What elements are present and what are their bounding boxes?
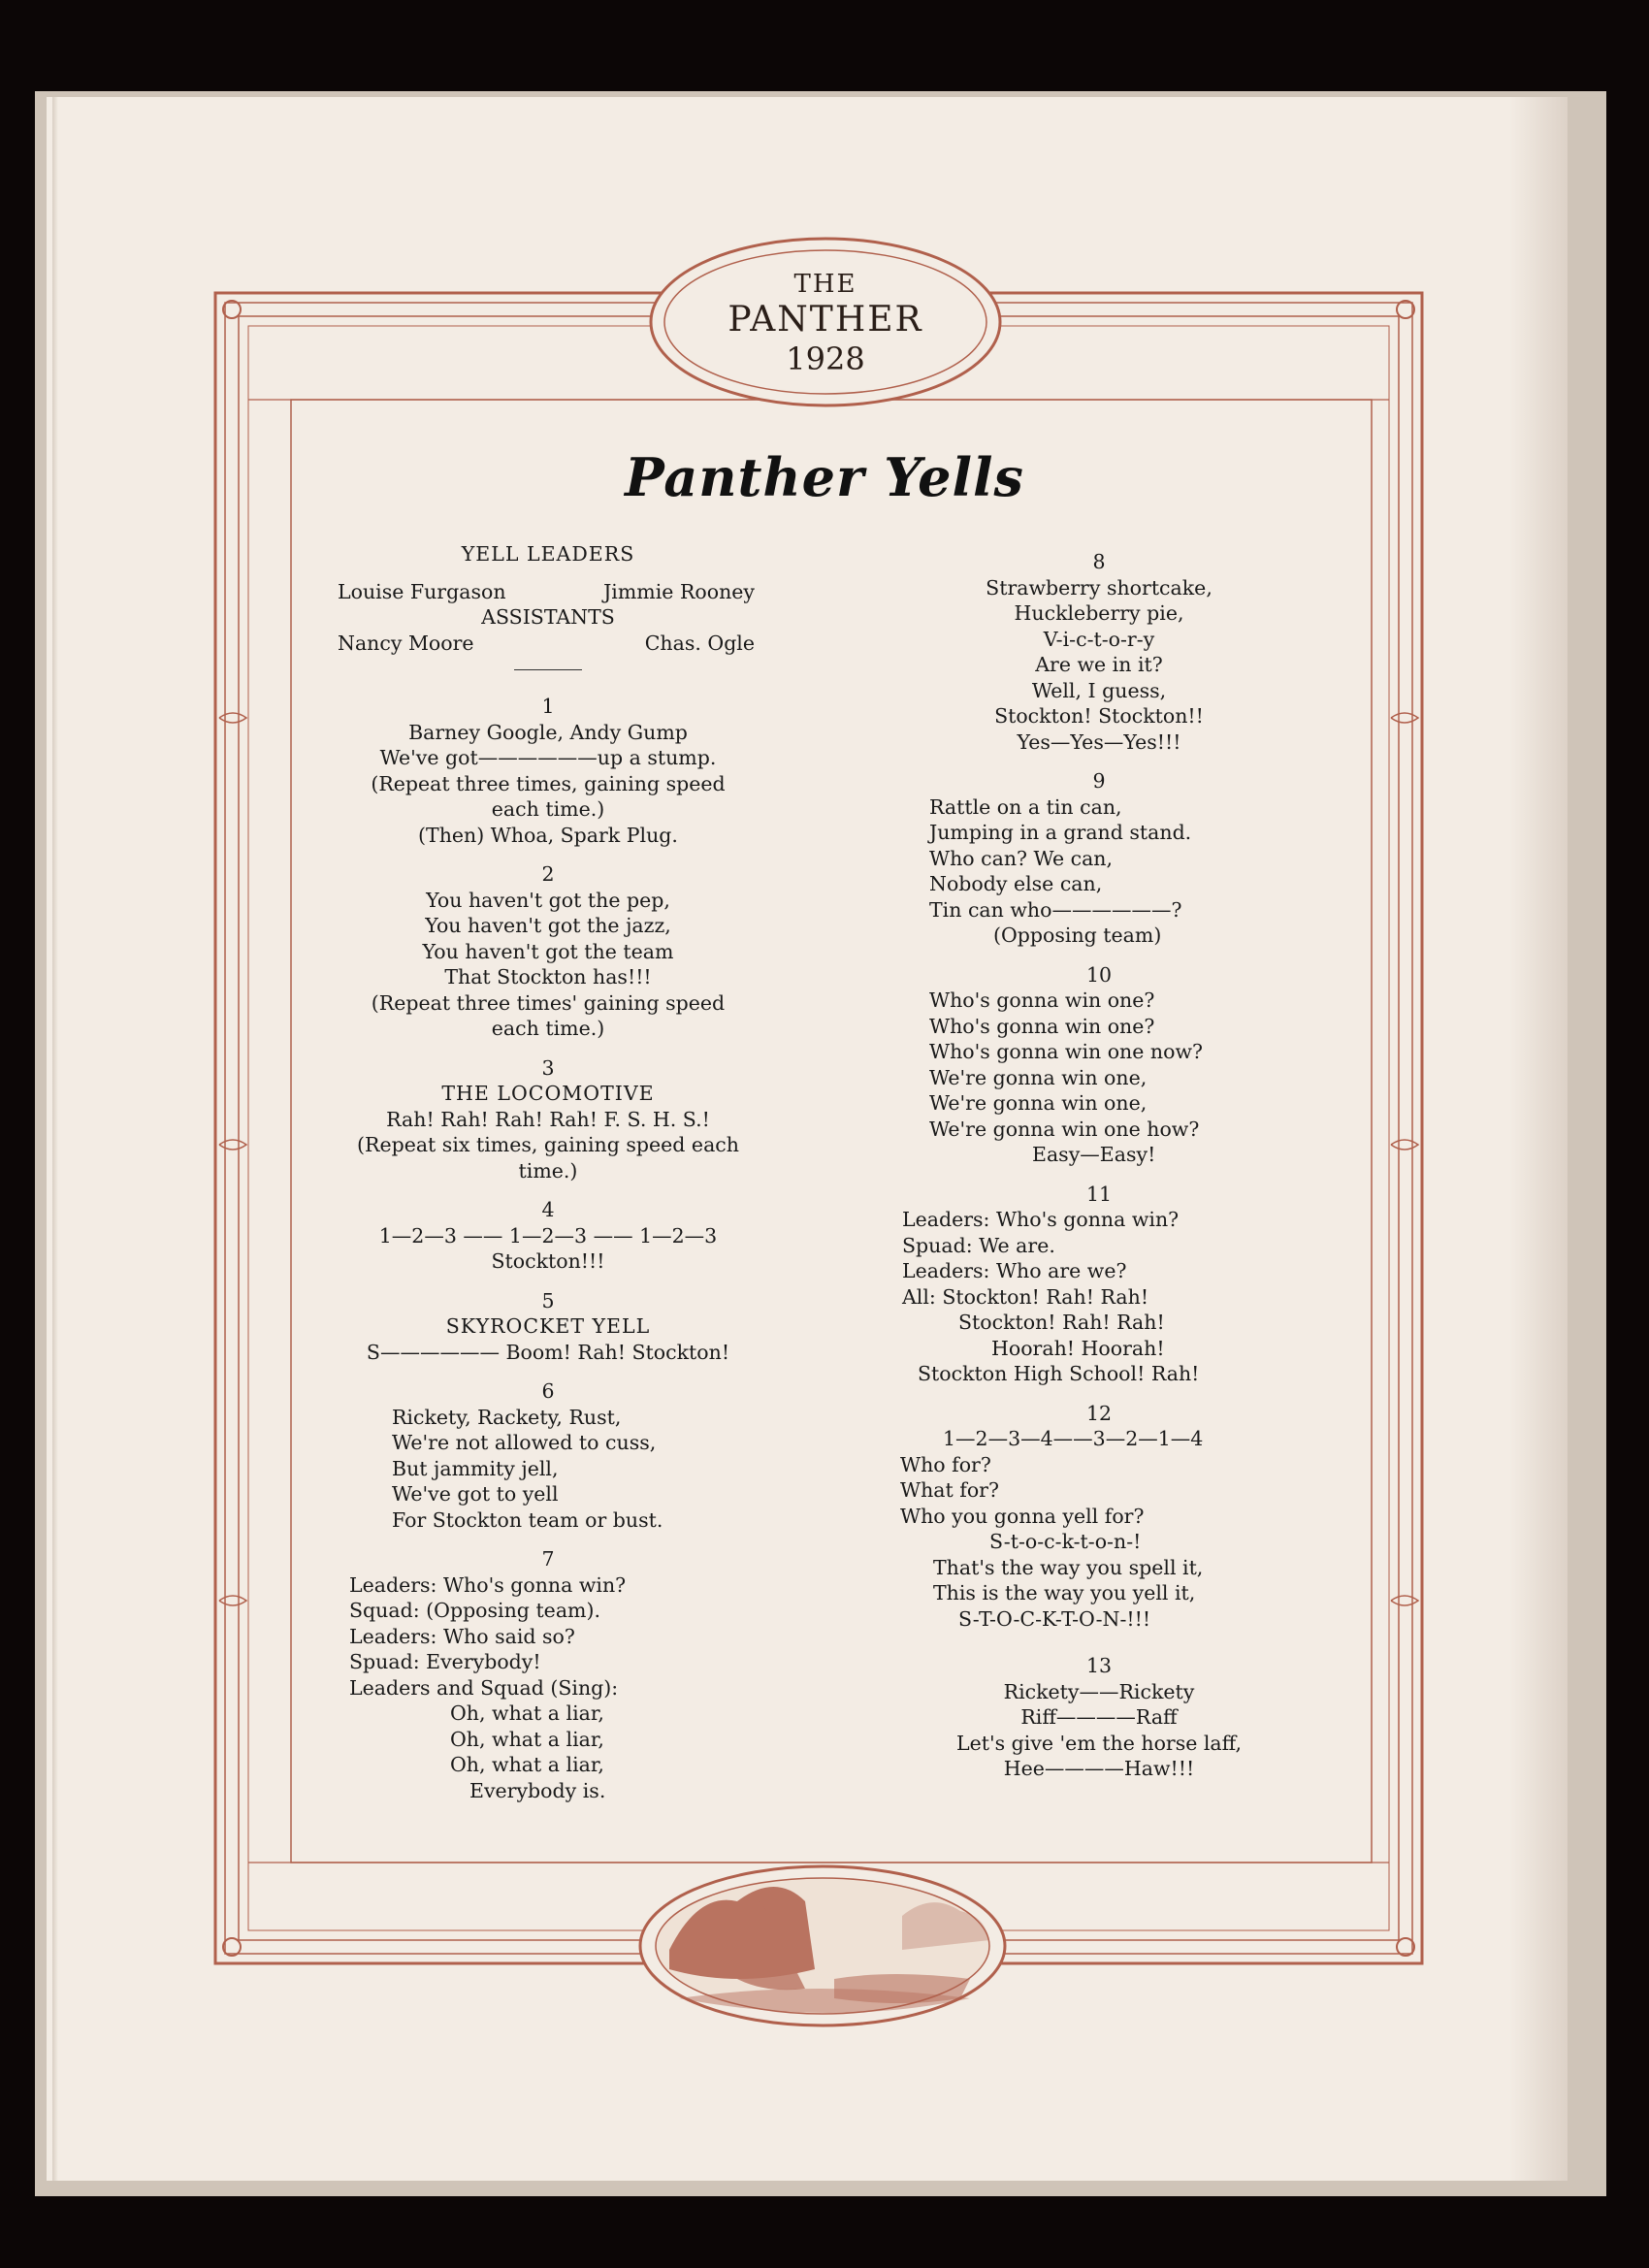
yell-line: Strawberry shortcake, (986, 575, 1212, 599)
yell-line: S-T-O-C-K-T-O-N-!!! (958, 1606, 1151, 1631)
yell-line: Oh, what a liar, (450, 1727, 604, 1751)
yell-12 (890, 1426, 1308, 1632)
yell-line: Rickety, Rackety, Rust, (392, 1405, 622, 1429)
yell-line: Who can? We can, (929, 846, 1114, 870)
yearbook-header (662, 241, 989, 405)
leader-name: Jimmie Rooney (603, 579, 755, 603)
yell-line: Leaders: Who's gonna win? (902, 1208, 1180, 1231)
yell-leaders-heading: YELL LEADERS (461, 542, 635, 566)
yell-4 (330, 1223, 766, 1275)
yell-line: Who's gonna win one? (929, 1014, 1155, 1038)
yell-number: 6 (541, 1379, 555, 1403)
yell-line: You haven't got the jazz, (425, 914, 671, 937)
yell-line: S—————— Boom! Rah! Stockton! (366, 1340, 730, 1364)
yell-line: Spuad: We are. (902, 1233, 1055, 1257)
assistants-heading: ASSISTANTS (481, 605, 615, 629)
yell-line: Leaders and Squad (Sing): (349, 1675, 619, 1700)
page-title: Panther Yells (625, 446, 1024, 508)
assistant-name: Nancy Moore (338, 631, 474, 655)
leader-name: Louise Furgason (338, 579, 506, 603)
yell-line: We're gonna win one, (929, 1091, 1148, 1115)
yell-5 (330, 1313, 766, 1365)
yell-line: All: Stockton! Rah! Rah! (902, 1284, 1149, 1309)
yell-9 (890, 794, 1308, 949)
yell-line: We've got——————up a stump. (379, 746, 717, 769)
yell-line: Rickety——Rickety (1003, 1679, 1195, 1703)
yell-line: Squad: (Opposing team). (349, 1599, 600, 1622)
yell-2 (330, 888, 766, 1042)
yell-10 (890, 988, 1308, 1168)
yell-line: Leaders: Who said so? (349, 1624, 575, 1648)
yell-line: Stockton! Rah! Rah! (958, 1311, 1165, 1334)
leaders-row (330, 579, 766, 605)
yell-number: 5 (541, 1288, 555, 1312)
yell-line: Nobody else can, (929, 872, 1103, 895)
yell-line: What for? (900, 1478, 999, 1502)
yell-line: (Repeat six times, gaining speed each (357, 1133, 739, 1156)
yell-line: each time.) (491, 1017, 605, 1040)
yell-11 (890, 1207, 1308, 1387)
yell-line: V-i-c-t-o-r-y (1043, 627, 1155, 651)
yell-6 (330, 1405, 766, 1534)
yell-number: 7 (541, 1547, 555, 1571)
yell-number: 9 (1092, 769, 1106, 793)
yell-line: We're not allowed to cuss, (392, 1431, 657, 1454)
yell-line: Rah! Rah! Rah! Rah! F. S. H. S.! (386, 1107, 710, 1131)
yell-line: (Opposing team) (993, 923, 1162, 947)
yell-line: Tin can who——————? (929, 897, 1182, 922)
yell-line: That's the way you spell it, (933, 1555, 1204, 1579)
header-line-1: THE (793, 270, 857, 299)
yell-line: 1—2—3—4——3—2—1—4 (943, 1427, 1204, 1450)
yell-line: time.) (518, 1158, 578, 1183)
yell-number: 1 (541, 695, 555, 718)
yell-line: Leaders: Who are we? (902, 1259, 1127, 1282)
yell-line: Everybody is. (469, 1778, 606, 1802)
yell-number: 8 (1092, 550, 1106, 573)
yell-line: We're gonna win one, (929, 1065, 1148, 1089)
yell-number: 13 (1085, 1654, 1113, 1677)
yell-line: Barney Google, Andy Gump (408, 720, 688, 744)
yell-line: (Repeat three times' gaining speed (371, 990, 726, 1015)
yell-line: Hoorah! Hoorah! (991, 1336, 1165, 1360)
yell-line: Easy—Easy! (1032, 1143, 1156, 1166)
assistants-row (330, 631, 766, 657)
yell-line: For Stockton team or bust. (392, 1507, 663, 1532)
yell-number: 2 (541, 862, 555, 886)
yell-number: 12 (1085, 1401, 1113, 1425)
divider (514, 669, 582, 670)
right-column (890, 549, 1308, 1782)
assistant-name: Chas. Ogle (644, 631, 755, 655)
yell-line: Let's give 'em the horse laff, (955, 1731, 1243, 1755)
yell-line: Are we in it? (1035, 653, 1163, 676)
yell-line: Who's gonna win one? (929, 988, 1155, 1012)
yell-line: This is the way you yell it, (933, 1581, 1196, 1604)
yell-line: Rattle on a tin can, (929, 794, 1122, 819)
header-line-2: PANTHER (728, 300, 923, 340)
yell-line: We've got to yell (392, 1482, 559, 1506)
yell-line: Who you gonna yell for? (900, 1504, 1145, 1528)
yell-line: Riff————Raff (1020, 1705, 1178, 1729)
yell-line: We're gonna win one how? (929, 1117, 1200, 1141)
yell-line: 1—2—3 —— 1—2—3 —— 1—2—3 (378, 1223, 718, 1247)
yell-line: You haven't got the pep, (426, 888, 670, 912)
yell-line: S-t-o-c-k-t-o-n-! (989, 1530, 1142, 1553)
yell-line: You haven't got the team (422, 939, 674, 963)
yell-line: Who's gonna win one now? (929, 1040, 1203, 1063)
yell-3 (330, 1081, 766, 1183)
yell-line: Leaders: Who's gonna win? (349, 1572, 627, 1597)
yell-number: 11 (1085, 1182, 1113, 1206)
header-line-3: 1928 (786, 340, 865, 377)
yell-line: Oh, what a liar, (450, 1753, 604, 1776)
yell-line: Stockton! Stockton!! (994, 704, 1204, 728)
yell-line: That Stockton has!!! (444, 965, 652, 988)
yell-line: (Repeat three times, gaining speed (371, 771, 726, 795)
yell-line: Stockton High School! Rah! (918, 1362, 1200, 1385)
yell-line: Well, I guess, (1031, 678, 1167, 702)
yell-line: Oh, what a liar, (450, 1701, 604, 1725)
left-column (330, 541, 766, 1803)
yell-line: (Then) Whoa, Spark Plug. (418, 823, 678, 847)
yell-line: THE LOCOMOTIVE (441, 1082, 655, 1105)
yell-8 (890, 575, 1308, 756)
yell-line: Yes—Yes—Yes!!! (1017, 729, 1181, 754)
yell-line: But jammity jell, (392, 1456, 559, 1480)
yell-7 (330, 1572, 766, 1804)
yell-line: Spuad: Everybody! (349, 1650, 541, 1673)
yell-line: SKYROCKET YELL (445, 1314, 651, 1338)
yell-line: each time.) (491, 797, 605, 821)
yell-line: Hee————Haw!!! (1003, 1757, 1195, 1780)
yell-13 (890, 1679, 1308, 1782)
yell-line: Stockton!!! (491, 1249, 605, 1273)
yell-line: Jumping in a grand stand. (929, 821, 1192, 844)
yell-line: Who for? (900, 1452, 991, 1476)
yell-line: Huckleberry pie, (1014, 601, 1184, 625)
yell-number: 4 (541, 1198, 555, 1221)
yell-1 (330, 720, 766, 849)
yell-number: 3 (541, 1055, 555, 1080)
yell-number: 10 (1085, 962, 1113, 987)
